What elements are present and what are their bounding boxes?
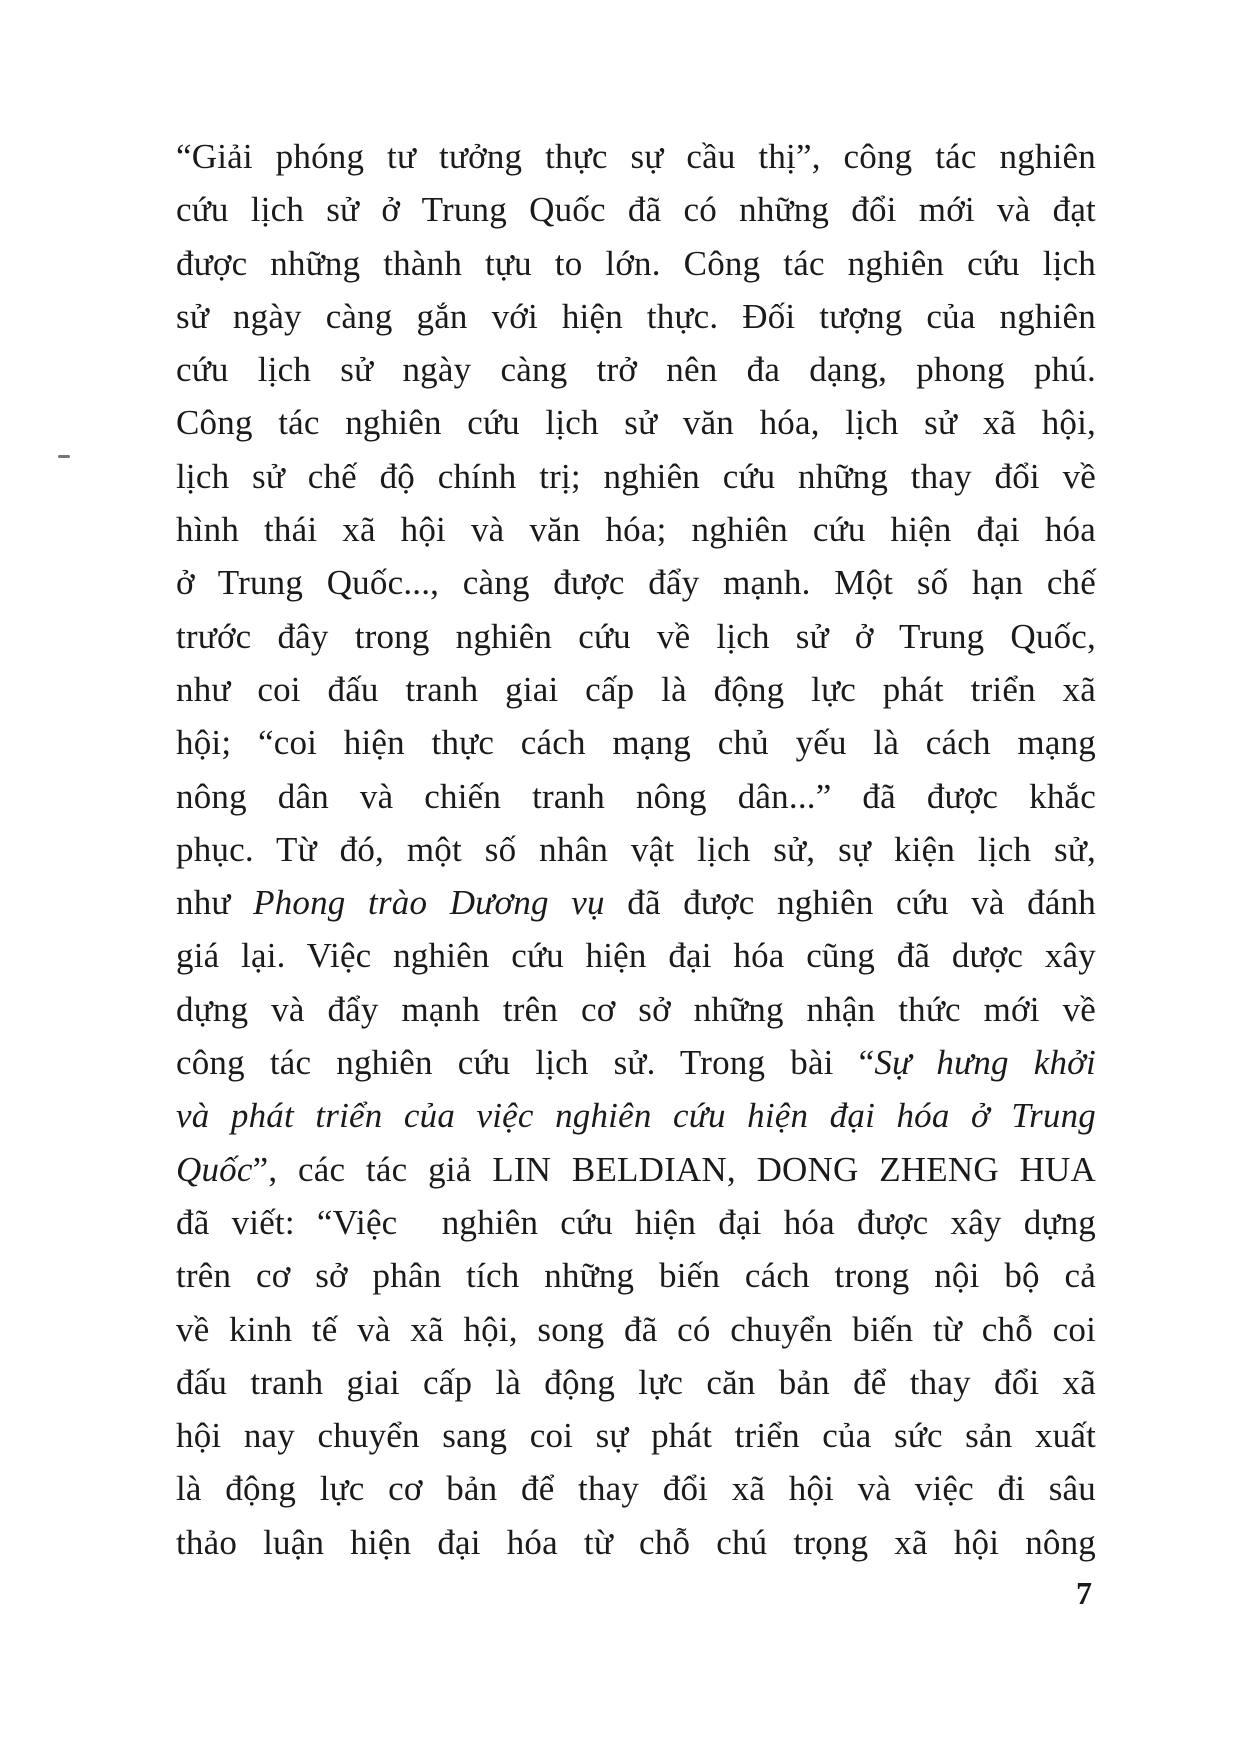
text-line (176, 770, 1096, 823)
text-line (176, 1462, 1096, 1515)
scan-mark (58, 455, 70, 458)
text-line (176, 237, 1096, 290)
text-line (176, 1143, 1096, 1196)
text-segment: đã viết: “Việc nghiên cứu hiện đại hóa được xây dựng (176, 1202, 1096, 1242)
text-segment: sử ngày càng gắn với hiện thực. Đối tượng của nghiên (176, 296, 1096, 336)
text-segment: như (176, 883, 254, 923)
text-line (176, 1196, 1096, 1249)
italic-text: Phong trào Dương vụ (253, 883, 605, 923)
text-line (176, 396, 1096, 449)
text-segment: là động lực cơ bản để thay đổi xã hội và việc đi sâu (176, 1469, 1096, 1509)
italic-text: và phát triển của việc nghiên cứu hiện đại hóa ở Trung (176, 1096, 1096, 1136)
italic-text: Quốc (176, 1149, 253, 1189)
text-line (176, 1303, 1096, 1356)
text-segment: ”, các tác giả LIN BELDIAN, DONG ZHENG HUA (252, 1149, 1096, 1189)
text-line (176, 183, 1096, 236)
text-line (176, 343, 1096, 396)
text-segment: dựng và đẩy mạnh trên cơ sở những nhận thức mới về (176, 989, 1096, 1029)
text-line (176, 876, 1096, 929)
text-line (176, 1089, 1096, 1142)
italic-text: Sự hưng khởi (874, 1043, 1096, 1083)
text-segment: về kinh tế và xã hội, song đã có chuyển biến từ chỗ coi (176, 1309, 1096, 1349)
text-segment: trước đây trong nghiên cứu về lịch sử ở Trung Quốc, (176, 616, 1096, 656)
text-line (176, 929, 1096, 982)
text-segment: giá lại. Việc nghiên cứu hiện đại hóa cũng đã dược xây (176, 936, 1096, 976)
text-line (176, 663, 1096, 716)
text-line (176, 1356, 1096, 1409)
body-text (176, 130, 1096, 1569)
text-line (176, 130, 1096, 183)
text-line (176, 716, 1096, 769)
text-segment: nông dân và chiến tranh nông dân...” đã được khắc (176, 776, 1096, 816)
text-segment: phục. Từ đó, một số nhân vật lịch sử, sự kiện lịch sử, (176, 829, 1096, 869)
text-segment: cứu lịch sử ở Trung Quốc đã có những đổi mới và đạt (176, 190, 1096, 230)
text-line (176, 450, 1096, 503)
text-segment: đấu tranh giai cấp là động lực căn bản để thay đổi xã (176, 1362, 1096, 1402)
text-line (176, 1036, 1096, 1089)
text-segment: như coi đấu tranh giai cấp là động lực phát triển xã (176, 669, 1096, 709)
text-segment: hội; “coi hiện thực cách mạng chủ yếu là cách mạng (176, 723, 1096, 763)
page-number: 7 (1076, 1575, 1092, 1611)
text-segment: ở Trung Quốc..., càng được đẩy mạnh. Một số hạn chế (176, 563, 1096, 603)
text-line (176, 290, 1096, 343)
text-segment: hình thái xã hội và văn hóa; nghiên cứu hiện đại hóa (176, 510, 1096, 550)
text-line (176, 823, 1096, 876)
text-segment: “Giải phóng tư tưởng thực sự cầu thị”, công tác nghiên (176, 137, 1096, 176)
text-line (176, 610, 1096, 663)
text-segment: thảo luận hiện đại hóa từ chỗ chú trọng xã hội nông (176, 1522, 1096, 1562)
text-segment: được những thành tựu to lớn. Công tác nghiên cứu lịch (176, 243, 1096, 283)
text-line (176, 1409, 1096, 1462)
text-segment: công tác nghiên cứu lịch sử. Trong bài “ (176, 1043, 875, 1083)
text-line (176, 503, 1096, 556)
text-line (176, 983, 1096, 1036)
text-segment: lịch sử chế độ chính trị; nghiên cứu những thay đổi về (176, 456, 1096, 496)
text-line (176, 556, 1096, 609)
text-segment: đã được nghiên cứu và đánh (604, 883, 1096, 923)
text-line (176, 1516, 1096, 1569)
text-segment: hội nay chuyển sang coi sự phát triển của sức sản xuất (176, 1416, 1096, 1456)
text-segment: trên cơ sở phân tích những biến cách trong nội bộ cả (176, 1256, 1096, 1296)
text-segment: cứu lịch sử ngày càng trở nên đa dạng, phong phú. (176, 350, 1096, 390)
text-line (176, 1249, 1096, 1302)
text-segment: Công tác nghiên cứu lịch sử văn hóa, lịch sử xã hội, (176, 403, 1096, 443)
